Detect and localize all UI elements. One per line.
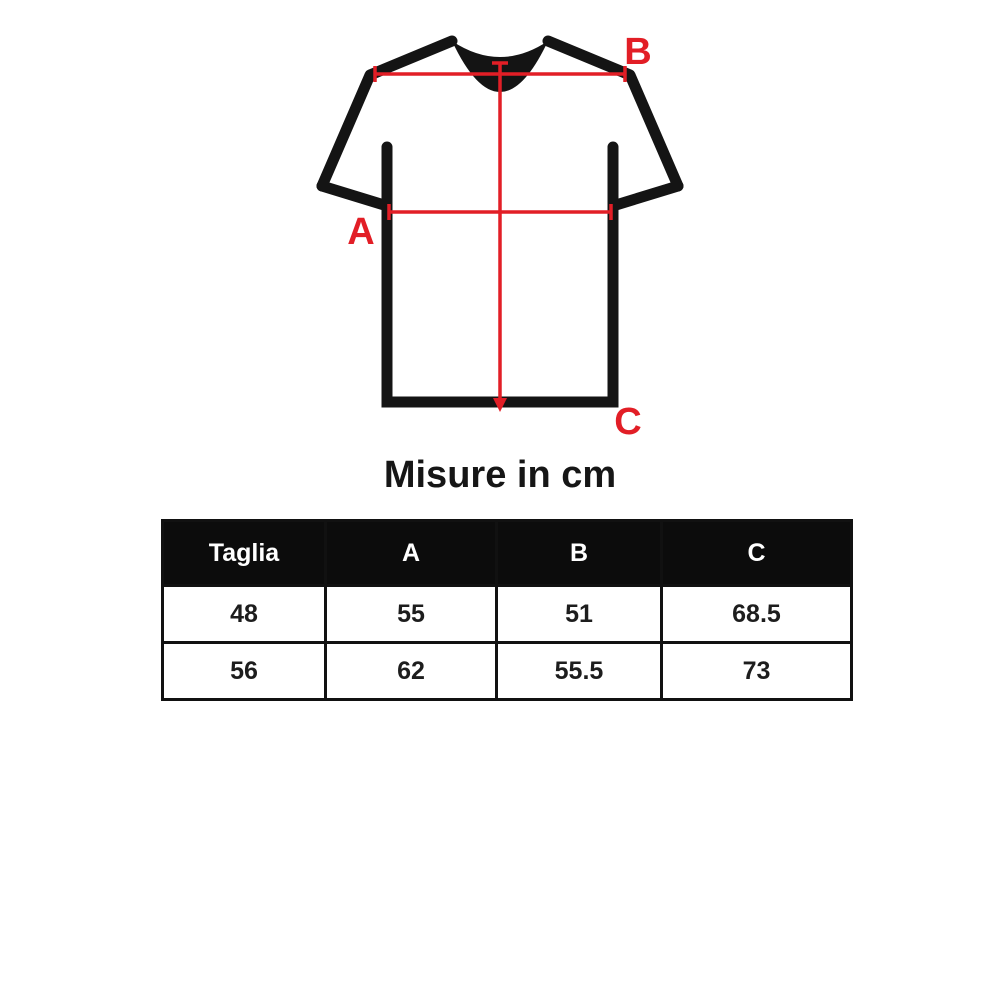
label-c: C (614, 401, 642, 443)
tshirt-right-cuff (616, 186, 678, 205)
cell-size-48-b: 51 (497, 586, 662, 643)
cell-size-56-c: 73 (662, 643, 852, 700)
header-row (163, 521, 852, 586)
size-table-header (163, 521, 852, 586)
label-b: B (624, 31, 652, 73)
size-table-body (163, 586, 852, 700)
tshirt-measurement-diagram (0, 0, 1000, 450)
measurement-lines (375, 63, 625, 412)
cell-size-48-c: 68.5 (662, 586, 852, 643)
cell-size-56-a: 62 (326, 643, 497, 700)
tshirt-left-cuff (322, 186, 384, 205)
cell-size-48-a: 55 (326, 586, 497, 643)
header-cell-b: B (497, 521, 662, 586)
size-table (161, 519, 853, 701)
header-cell-taglia: Taglia (163, 521, 326, 586)
header-cell-a: A (326, 521, 497, 586)
cell-size-56-taglia: 56 (163, 643, 326, 700)
diagram-title: Misure in cm (383, 454, 617, 496)
header-cell-c: C (662, 521, 852, 586)
table-row (163, 643, 852, 700)
size-table-container (161, 519, 853, 701)
cell-size-56-b: 55.5 (497, 643, 662, 700)
table-row (163, 586, 852, 643)
cell-size-48-taglia: 48 (163, 586, 326, 643)
label-a: A (347, 211, 375, 253)
